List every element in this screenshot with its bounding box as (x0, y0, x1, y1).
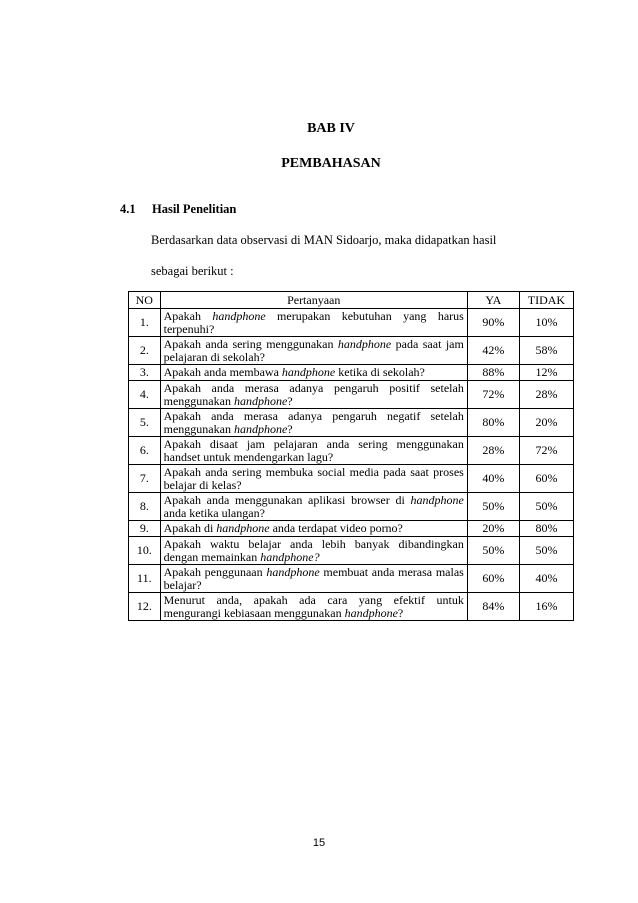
row-question: Apakah anda sering menggunakan handphone pada saat jam pelajaran di sekolah? (160, 337, 467, 365)
section-number: 4.1 (120, 202, 136, 216)
section-title: Hasil Penelitian (152, 202, 237, 216)
table-row (129, 521, 574, 537)
row-number: 4. (129, 381, 161, 409)
table-row (129, 409, 574, 437)
table-body (129, 309, 574, 621)
row-number: 1. (129, 309, 161, 337)
row-question: Apakah anda sering membuka social media pada saat proses belajar di kelas? (160, 465, 467, 493)
row-number: 6. (129, 437, 161, 465)
row-number: 10. (129, 537, 161, 565)
intro-line-2: sebagai berikut : (151, 264, 234, 278)
row-no-percent: 28% (519, 381, 573, 409)
italic-term: handphone (233, 421, 288, 436)
row-no-percent: 60% (519, 465, 573, 493)
italic-term: handphone (212, 308, 266, 323)
row-number: 9. (129, 521, 161, 537)
chapter-title: PEMBAHASAN (281, 156, 381, 171)
row-yes-percent: 84% (467, 593, 519, 621)
row-yes-percent: 72% (467, 381, 519, 409)
table-row (129, 465, 574, 493)
table-row (129, 537, 574, 565)
row-question: Apakah anda menggunakan aplikasi browser di handphone anda ketika ulangan? (160, 493, 467, 521)
row-no-percent: 50% (519, 537, 573, 565)
table-row (129, 565, 574, 593)
header-question: Pertanyaan (160, 292, 467, 309)
header-no-answer: TIDAK (519, 292, 573, 309)
page-number: 15 (312, 837, 326, 849)
row-yes-percent: 88% (467, 365, 519, 381)
row-yes-percent: 60% (467, 565, 519, 593)
row-no-percent: 20% (519, 409, 573, 437)
table-row (129, 593, 574, 621)
row-question: Apakah anda membawa handphone ketika di sekolah? (160, 365, 467, 381)
italic-term: handphone (266, 564, 320, 579)
row-yes-percent: 42% (467, 337, 519, 365)
row-yes-percent: 40% (467, 465, 519, 493)
table-row (129, 381, 574, 409)
row-no-percent: 58% (519, 337, 573, 365)
row-question: Menurut anda, apakah ada cara yang efektif untuk mengurangi kebiasaan menggunakan handphone? (160, 593, 467, 621)
italic-term: handphone (233, 393, 288, 408)
row-no-percent: 10% (519, 309, 573, 337)
row-number: 3. (129, 365, 161, 381)
italic-term: handphone (281, 365, 336, 379)
row-question: Apakah di handphone anda terdapat video porno? (160, 521, 467, 537)
table-row (129, 337, 574, 365)
table-row (129, 437, 574, 465)
row-no-percent: 72% (519, 437, 573, 465)
italic-term: handphone (344, 605, 398, 620)
row-number: 7. (129, 465, 161, 493)
row-yes-percent: 28% (467, 437, 519, 465)
row-yes-percent: 50% (467, 537, 519, 565)
header-yes: YA (467, 292, 519, 309)
row-no-percent: 50% (519, 493, 573, 521)
row-no-percent: 16% (519, 593, 573, 621)
chapter-label: BAB IV (307, 121, 355, 136)
row-question: Apakah waktu belajar anda lebih banyak dibandingkan dengan memainkan handphone? (160, 537, 467, 565)
row-question: Apakah anda merasa adanya pengaruh positif setelah menggunakan handphone? (160, 381, 467, 409)
section-heading (120, 202, 236, 217)
italic-term: handphone (216, 521, 270, 535)
row-question: Apakah penggunaan handphone membuat anda merasa malas belajar? (160, 565, 467, 593)
table-row (129, 493, 574, 521)
row-no-percent: 80% (519, 521, 573, 537)
row-question: Apakah anda merasa adanya pengaruh negatif setelah menggunakan handphone? (160, 409, 467, 437)
row-number: 8. (129, 493, 161, 521)
header-no: NO (129, 292, 161, 309)
intro-line-1: Berdasarkan data observasi di MAN Sidoarjo, maka didapatkan hasil (151, 233, 497, 247)
row-question: Apakah handphone merupakan kebutuhan yang harus terpenuhi? (160, 309, 467, 337)
row-number: 2. (129, 337, 161, 365)
row-number: 12. (129, 593, 161, 621)
table-row (129, 365, 574, 381)
italic-term: handphone? (260, 549, 320, 564)
row-yes-percent: 80% (467, 409, 519, 437)
row-yes-percent: 90% (467, 309, 519, 337)
italic-term: handphone (410, 492, 464, 507)
row-yes-percent: 20% (467, 521, 519, 537)
row-number: 11. (129, 565, 161, 593)
row-no-percent: 40% (519, 565, 573, 593)
row-question: Apakah disaat jam pelajaran anda sering menggunakan handset untuk mendengarkan lagu? (160, 437, 467, 465)
table-row (129, 309, 574, 337)
row-no-percent: 12% (519, 365, 573, 381)
table-header-row (129, 292, 574, 309)
italic-term: handphone (337, 336, 392, 351)
row-number: 5. (129, 409, 161, 437)
row-yes-percent: 50% (467, 493, 519, 521)
results-table (128, 291, 574, 621)
